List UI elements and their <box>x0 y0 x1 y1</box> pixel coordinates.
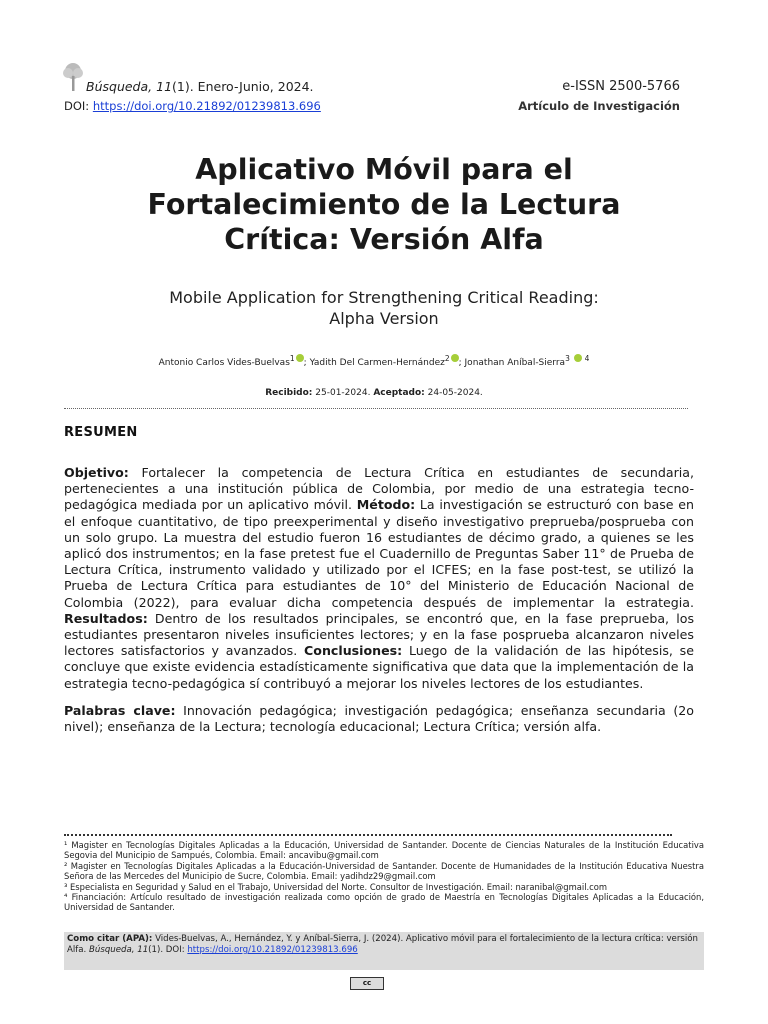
footnote-4: ⁴ Financiación: Artículo resultado de investigación realizada como opción de grado de Maestría en Tecnologías Digitales Aplicadas a la Educación, Universidad de Santander. <box>64 892 704 913</box>
author-1: Antonio Carlos Vides-Buelvas <box>158 358 290 368</box>
orcid-icon[interactable] <box>574 354 582 362</box>
divider <box>64 408 688 409</box>
authors: Antonio Carlos Vides-Buelvas$^1$ ; Yadith Del Carmen-Hernández$^2$ ; Jonathan Aníbal-Sierra$^3$ $^4$ <box>158 354 590 368</box>
dates: Recibido: 25-01-2024. Aceptado: 24-05-2024. <box>265 388 483 398</box>
orcid-icon[interactable] <box>451 354 459 362</box>
author-2: Yadith Del Carmen-Hernández <box>309 358 445 368</box>
citation-box: Como citar (APA): Vides-Buelvas, A., Hernández, Y. y Aníbal-Sierra, J. (2024). Aplicativo móvil para el fortalecimiento de la lectura crítica: versión Alfa. Búsqueda, 11(1). DOI: https://doi.org/10.21892/01239813.696 <box>64 932 704 970</box>
footnote-divider <box>64 834 672 836</box>
abstract-heading: RESUMEN <box>64 425 138 440</box>
paper-subtitle: Mobile Application for Strengthening Critical Reading: Alpha Version <box>169 288 599 328</box>
journal-citation: Búsqueda, 11(1). Enero-Junio, 2024. <box>86 79 314 94</box>
doi-line: DOI: https://doi.org/10.21892/01239813.696 <box>64 99 321 113</box>
keywords: Palabras clave: Innovación pedagógica; investigación pedagógica; enseñanza secundaria (2o nivel); enseñanza de la Lectura; tecnología educacional; Lectura Crítica; versión alfa. <box>64 703 694 735</box>
tree-logo-icon <box>62 62 84 92</box>
footnotes <box>64 840 704 913</box>
orcid-icon[interactable] <box>296 354 304 362</box>
issn: e-ISSN 2500-5766 <box>562 79 680 94</box>
footnote-2: ² Magister en Tecnologías Digitales Aplicadas a la Educación-Universidad de Santander. Docente de Humanidades de la Institución Educativa Nuestra Señora de las Mercedes del Municipio de Sucre, Colombia. Email: yadihdz29@gmail.com <box>64 860 704 882</box>
article-type: Artículo de Investigación <box>518 99 680 113</box>
author-3: Jonathan Aníbal-Sierra <box>464 358 566 368</box>
doi-link[interactable]: https://doi.org/10.21892/01239813.696 <box>92 99 321 113</box>
creative-commons-icon[interactable]: cc <box>350 977 384 990</box>
footnote-1: ¹ Magister en Tecnologías Digitales Aplicadas a la Educación, Universidad de Santander. Docente de Ciencias Naturales de la Institución Educativa Segovia del Municipio de Sampués, Colombia. Email: ancavibu@gmail.com <box>64 840 704 861</box>
abstract-body: Objetivo: Fortalecer la competencia de Lectura Crítica en estudiantes de secundaria, pertenecientes a una institución pública de Colombia, por medio de una estrategia tecno-pedagógica mediada por un aplicativo móvil. Método: La investigación se estructuró con base en el enfoque cuantitativo, de tipo preexperimental y diseño investigativo preprueba/posprueba con un solo grupo. La muestra del estudio fueron 16 estudiantes de décimo grado, a quienes se les aplicó dos instrumentos; en la fase pretest fue el Cuadernillo de Preguntas Saber 11° de Prueba de Lectura Crítica, instrumento validado y utilizado por el ICFES; en la fase post-test, se utilizó la Prueba de Lectura Crítica para estudiantes de 10° del Ministerio de Educación Nacional de Colombia (2022), para evaluar dicha competencia después de implementar la estrategia. Resultados: Dentro de los resultados principales, se encontró que, en la fase preprueba, los estudiantes presentaron niveles insuficientes lectores; y en la fase posprueba alcanzaron niveles lectores satisfactorios y avanzados. Conclusiones: Luego de la validación de las hipótesis, se concluye que existe evidencia estadísticamente significativa que data que la implementación de la estrategia tecno-pedagógica sí contribuyó a mejorar los niveles lectores de los estudiantes. <box>64 465 694 691</box>
citation-doi-link[interactable]: https://doi.org/10.21892/01239813.696 <box>187 945 358 955</box>
footnote-3: ³ Especialista en Seguridad y Salud en el Trabajo, Universidad del Norte. Consultor de Investigación. Email: naranibal@gmail.com <box>64 881 608 892</box>
paper-title: Aplicativo Móvil para el Fortalecimiento de la Lectura Crítica: Versión Alfa <box>147 153 621 256</box>
